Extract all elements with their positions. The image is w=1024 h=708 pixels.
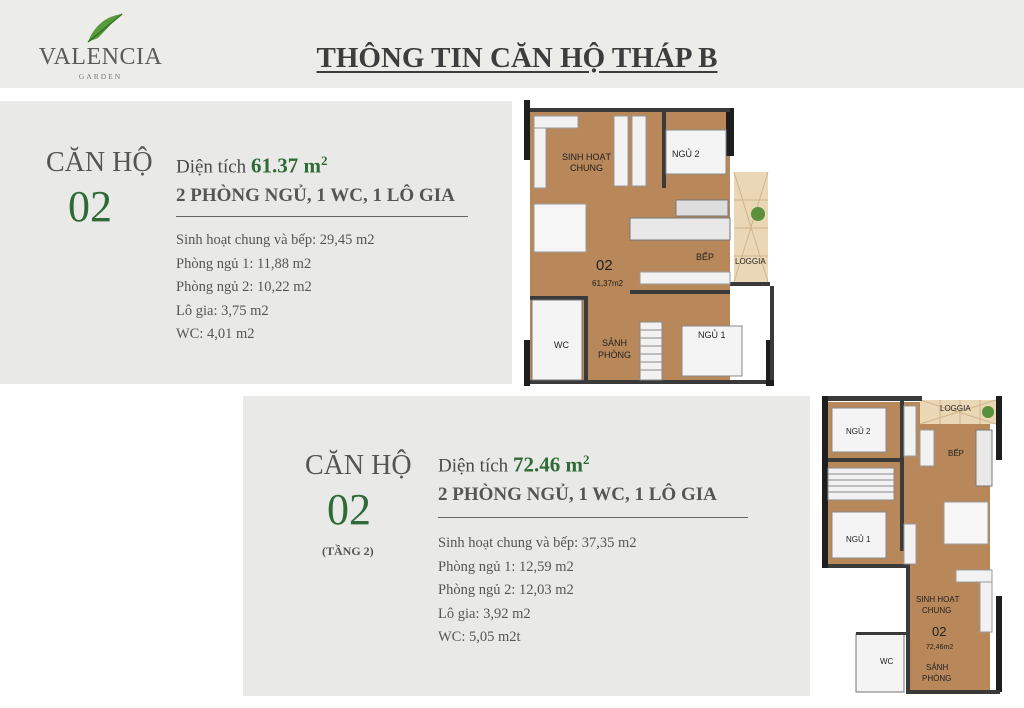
label-living: SINH HOẠT: [562, 152, 612, 162]
area-value: 61.37 m: [250, 153, 321, 178]
unit-label: CĂN HỘ: [46, 147, 153, 178]
label-wc: WC: [880, 657, 894, 666]
divider: [438, 517, 748, 518]
detail-item: Lô gia: 3,75 m2: [176, 302, 269, 319]
unit-number: 02: [68, 182, 112, 231]
area-prefix: Diện tích: [176, 156, 247, 178]
unit-area: [176, 153, 327, 178]
floor-plan-2: [820, 396, 1004, 696]
detail-item: Phòng ngủ 1: 12,59 m2: [438, 558, 574, 575]
label-bedroom-2: NGỦ 2: [672, 149, 700, 159]
unit-rooms: 2 PHÒNG NGỦ, 1 WC, 1 LÔ GIA: [176, 185, 455, 206]
detail-item: WC: 5,05 m2t: [438, 629, 521, 645]
label-lobby-2: PHÒNG: [922, 674, 952, 683]
detail-item: Phòng ngủ 1: 11,88 m2: [176, 255, 312, 272]
label-living: SINH HOẠT: [916, 595, 960, 604]
header-bar: [0, 0, 1024, 88]
unit-card-1: [0, 101, 512, 384]
label-kitchen: BẾP: [948, 449, 965, 458]
unit-number: 02: [327, 485, 371, 534]
detail-item: Phòng ngủ 2: 10,22 m2: [176, 279, 312, 295]
unit-floor-note: (TẦNG 2): [322, 544, 374, 558]
label-common: CHUNG: [570, 163, 603, 173]
area-prefix: Diện tích: [438, 455, 509, 477]
unit-card-2: [243, 396, 810, 696]
label-kitchen: BẾP: [696, 252, 715, 262]
page-title: THÔNG TIN CĂN HỘ THÁP B: [316, 42, 718, 74]
label-wc: WC: [554, 340, 569, 350]
floor-plan-1: [522, 100, 778, 386]
label-lobby-2: PHÒNG: [598, 350, 632, 360]
label-bedroom-1: NGỦ 1: [846, 535, 871, 544]
label-lobby: SẢNH: [926, 663, 949, 672]
label-unit-area: 61,37m2: [592, 279, 624, 288]
detail-item: Lô gia: 3,92 m2: [438, 605, 531, 622]
detail-item: Phòng ngủ 2: 12,03 m2: [438, 582, 574, 598]
detail-list: [176, 229, 375, 347]
label-unit-code: 02: [932, 624, 947, 639]
label-unit-area: 72,46m2: [926, 644, 954, 651]
detail-item: Sinh hoạt chung và bếp: 37,35 m2: [438, 535, 637, 551]
label-common: CHUNG: [922, 606, 952, 615]
detail-item: WC: 4,01 m2: [176, 326, 255, 342]
detail-list: [438, 532, 637, 650]
label-loggia: LOGGIA: [735, 257, 766, 266]
label-loggia: LOGGIA: [940, 404, 971, 413]
area-value: 72.46 m: [512, 452, 583, 477]
divider: [176, 216, 468, 217]
logo-subtitle: GARDEN: [78, 72, 123, 81]
logo-wordmark: VALENCIA: [38, 44, 163, 70]
unit-label: CĂN HỘ: [305, 450, 412, 481]
area-superscript: 2: [320, 153, 328, 168]
label-bedroom-1: NGỦ 1: [698, 330, 726, 340]
label-unit-code: 02: [596, 257, 613, 274]
unit-area: [438, 452, 589, 477]
label-lobby: SẢNH: [602, 338, 628, 348]
area-superscript: 2: [582, 452, 590, 467]
unit-rooms: 2 PHÒNG NGỦ, 1 WC, 1 LÔ GIA: [438, 484, 717, 505]
leaf-icon: [84, 12, 124, 44]
detail-item: Sinh hoạt chung và bếp: 29,45 m2: [176, 232, 375, 248]
label-bedroom-2: NGỦ 2: [846, 427, 871, 436]
